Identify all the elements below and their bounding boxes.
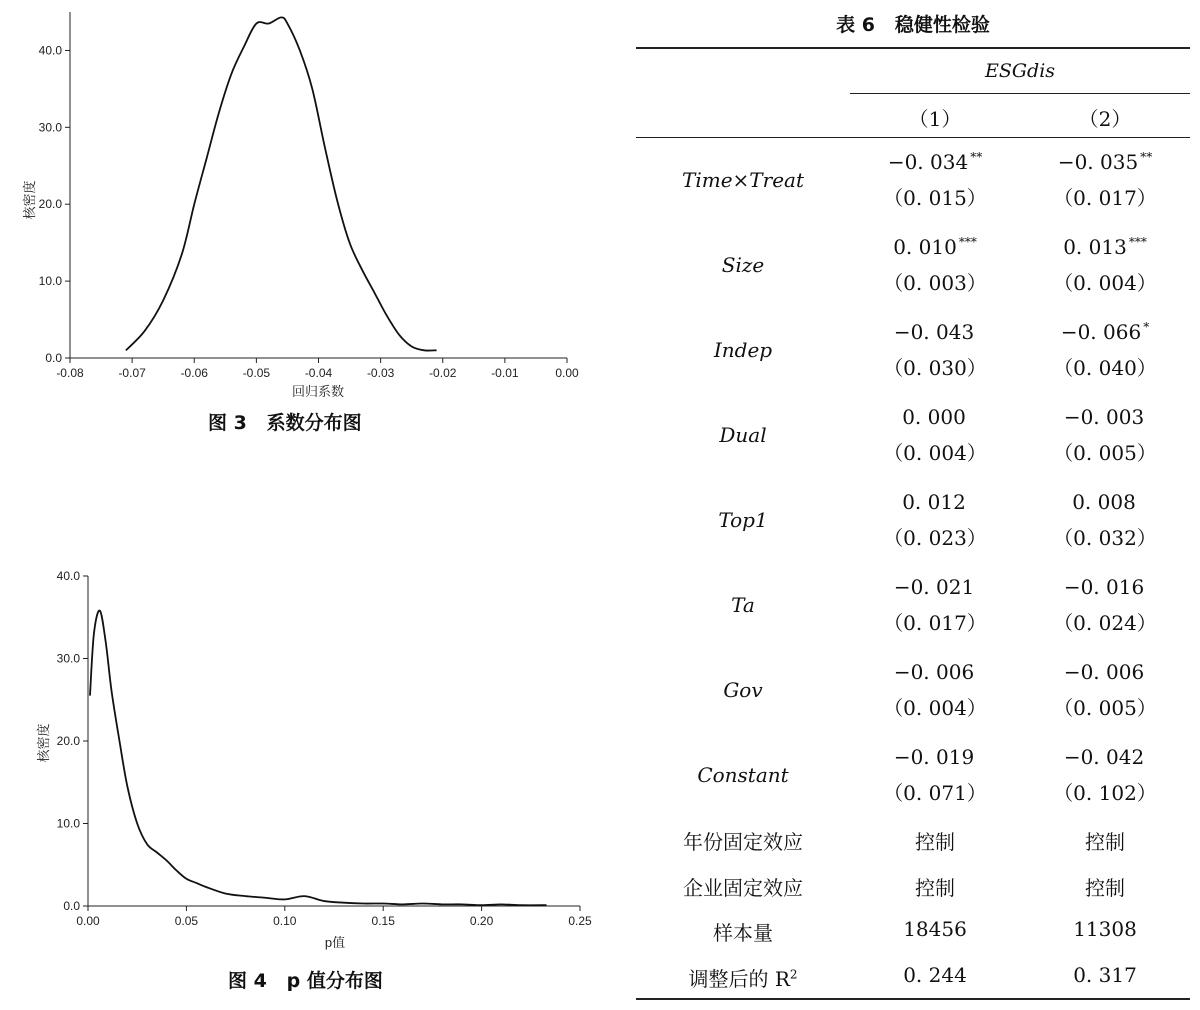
row-variable: Ta [731, 593, 755, 617]
standard-error-cell: （0. 003） [883, 271, 987, 295]
significance-stars: *** [1128, 235, 1147, 249]
x-tick-label: -0.05 [242, 366, 271, 380]
footer-cell: 控制 [915, 875, 955, 900]
footer-cell: 控制 [1085, 830, 1125, 854]
footer-cell: 0. 317 [1073, 962, 1137, 987]
coefficient-value: −0. 021 [893, 575, 975, 599]
row-variable: Gov [723, 678, 763, 702]
figure3-axes [39, 12, 579, 380]
density-curve [126, 17, 437, 350]
coefficient-cell [1005, 575, 1200, 599]
footer-cell: 0. 244 [903, 962, 967, 987]
footer-row-label [638, 963, 848, 992]
x-tick-label: -0.08 [56, 366, 84, 380]
y-tick-label: 0.0 [45, 351, 62, 365]
coefficient-value: −0. 003 [1063, 405, 1145, 429]
coefficient-cell [1005, 660, 1200, 684]
footer-row-label [638, 872, 848, 901]
footer-label-superscript: 2 [789, 966, 798, 981]
x-tick-label: 0.10 [273, 914, 297, 928]
standard-error-cell: （0. 017） [1053, 186, 1157, 210]
row-variable: Top1 [718, 508, 768, 532]
coefficient-value: −0. 019 [893, 745, 975, 769]
coefficient-value: −0. 043 [893, 320, 975, 344]
footer-label-text: 年份固定效应 [683, 830, 803, 854]
figure3-y-label: 核密度 [22, 180, 37, 220]
coefficient-cell [1005, 405, 1200, 429]
standard-error-cell: （0. 004） [883, 441, 987, 465]
table-title: 表 6 稳健性检验 [836, 14, 990, 36]
standard-error-cell: （0. 102） [1053, 781, 1157, 805]
footer-row-label [638, 826, 848, 855]
row-variable: Dual [719, 423, 767, 447]
coefficient-cell [1005, 745, 1200, 769]
x-tick-label: -0.03 [366, 366, 395, 380]
y-tick-label: 20.0 [38, 197, 62, 212]
figure4-axes [57, 569, 592, 928]
standard-error-cell: （0. 005） [1053, 696, 1157, 720]
coefficient-value: −0. 006 [1063, 660, 1145, 684]
header-bottom-rule [636, 137, 1190, 138]
figure4-chart [0, 560, 600, 960]
x-tick-label: 0.20 [469, 914, 494, 928]
standard-error-cell: （0. 017） [883, 611, 987, 635]
significance-stars: * [1143, 320, 1150, 334]
x-tick-label: 0.05 [174, 914, 199, 928]
y-tick-label: 40.0 [38, 43, 62, 58]
x-tick-label: 0.25 [568, 914, 592, 928]
row-variable: Indep [713, 338, 773, 362]
coefficient-value: −0. 066 [1060, 320, 1142, 344]
significance-stars: ** [1140, 150, 1153, 164]
figure3-x-label: 回归系数 [291, 384, 345, 399]
significance-stars: ** [970, 150, 983, 164]
footer-label-text: 企业固定效应 [683, 875, 803, 900]
standard-error-cell: （0. 004） [1053, 271, 1157, 295]
y-tick-label: 30.0 [56, 651, 80, 666]
footer-label-text: 调整后的 R [688, 966, 790, 991]
coefficient-cell [1005, 490, 1200, 514]
footer-cell: 11308 [1073, 917, 1137, 941]
y-tick-label: 40.0 [56, 569, 80, 583]
row-variable: Size [721, 253, 765, 277]
coefficient-value: 0. 008 [1072, 490, 1136, 514]
coefficient-value: −0. 034 [887, 150, 969, 174]
column-header-1: （1） [908, 107, 962, 131]
coefficient-value: −0. 042 [1063, 745, 1145, 769]
standard-error-cell: （0. 032） [1053, 526, 1157, 550]
footer-row-label [638, 917, 848, 946]
standard-error-cell: （0. 015） [883, 186, 987, 210]
figure4-y-label: 核密度 [36, 723, 51, 763]
x-tick-label: 0.15 [371, 914, 395, 928]
standard-error-cell: （0. 004） [883, 696, 987, 720]
x-tick-label: 0.00 [555, 366, 579, 380]
footer-cell: 控制 [1085, 875, 1125, 900]
coefficient-value: 0. 013 [1063, 235, 1127, 259]
figure4-caption: 图 4 p 值分布图 [228, 970, 383, 992]
table-bottom-rule [636, 998, 1190, 1000]
standard-error-cell: （0. 024） [1053, 611, 1157, 635]
x-tick-label: 0.00 [76, 914, 100, 928]
row-variable: Constant [697, 763, 789, 787]
x-tick-label: -0.07 [118, 366, 146, 380]
y-tick-label: 10.0 [38, 274, 62, 289]
y-tick-label: 20.0 [56, 734, 80, 748]
coefficient-cell [1005, 150, 1200, 174]
standard-error-cell: （0. 030） [883, 356, 987, 380]
x-tick-label: -0.04 [304, 366, 333, 380]
coefficient-cell [1005, 235, 1200, 259]
column-header-2: （2） [1078, 107, 1132, 131]
density-curve [90, 611, 547, 906]
standard-error-cell: （0. 071） [883, 781, 987, 805]
footer-label-text: 样本量 [713, 921, 773, 945]
standard-error-cell: （0. 005） [1053, 441, 1157, 465]
coefficient-value: −0. 016 [1063, 575, 1145, 599]
y-tick-label: 10.0 [56, 816, 80, 831]
dependent-underline [850, 93, 1190, 94]
x-tick-label: -0.01 [491, 366, 519, 380]
standard-error-cell: （0. 040） [1053, 356, 1157, 380]
figure3-chart [0, 0, 600, 400]
footer-cell: 控制 [915, 830, 955, 854]
row-variable: Time×Treat [682, 168, 804, 192]
figure4-x-label: p值 [324, 935, 346, 950]
coefficient-value: 0. 012 [902, 490, 966, 514]
significance-stars: *** [958, 235, 977, 249]
coefficient-value: 0. 000 [902, 405, 966, 429]
coefficient-value: −0. 006 [893, 660, 975, 684]
dependent-variable-label: ESGdis [984, 60, 1056, 82]
y-tick-label: 30.0 [38, 120, 62, 135]
coefficient-cell [1005, 320, 1200, 344]
coefficient-value: 0. 010 [893, 235, 957, 259]
y-tick-label: 0.0 [63, 899, 80, 913]
figure3-caption: 图 3 系数分布图 [208, 412, 362, 434]
x-tick-label: -0.06 [180, 366, 208, 380]
footer-cell: 18456 [903, 917, 967, 941]
coefficient-value: −0. 035 [1057, 150, 1139, 174]
standard-error-cell: （0. 023） [883, 526, 987, 550]
x-tick-label: -0.02 [429, 366, 457, 380]
table-top-rule [636, 47, 1190, 49]
